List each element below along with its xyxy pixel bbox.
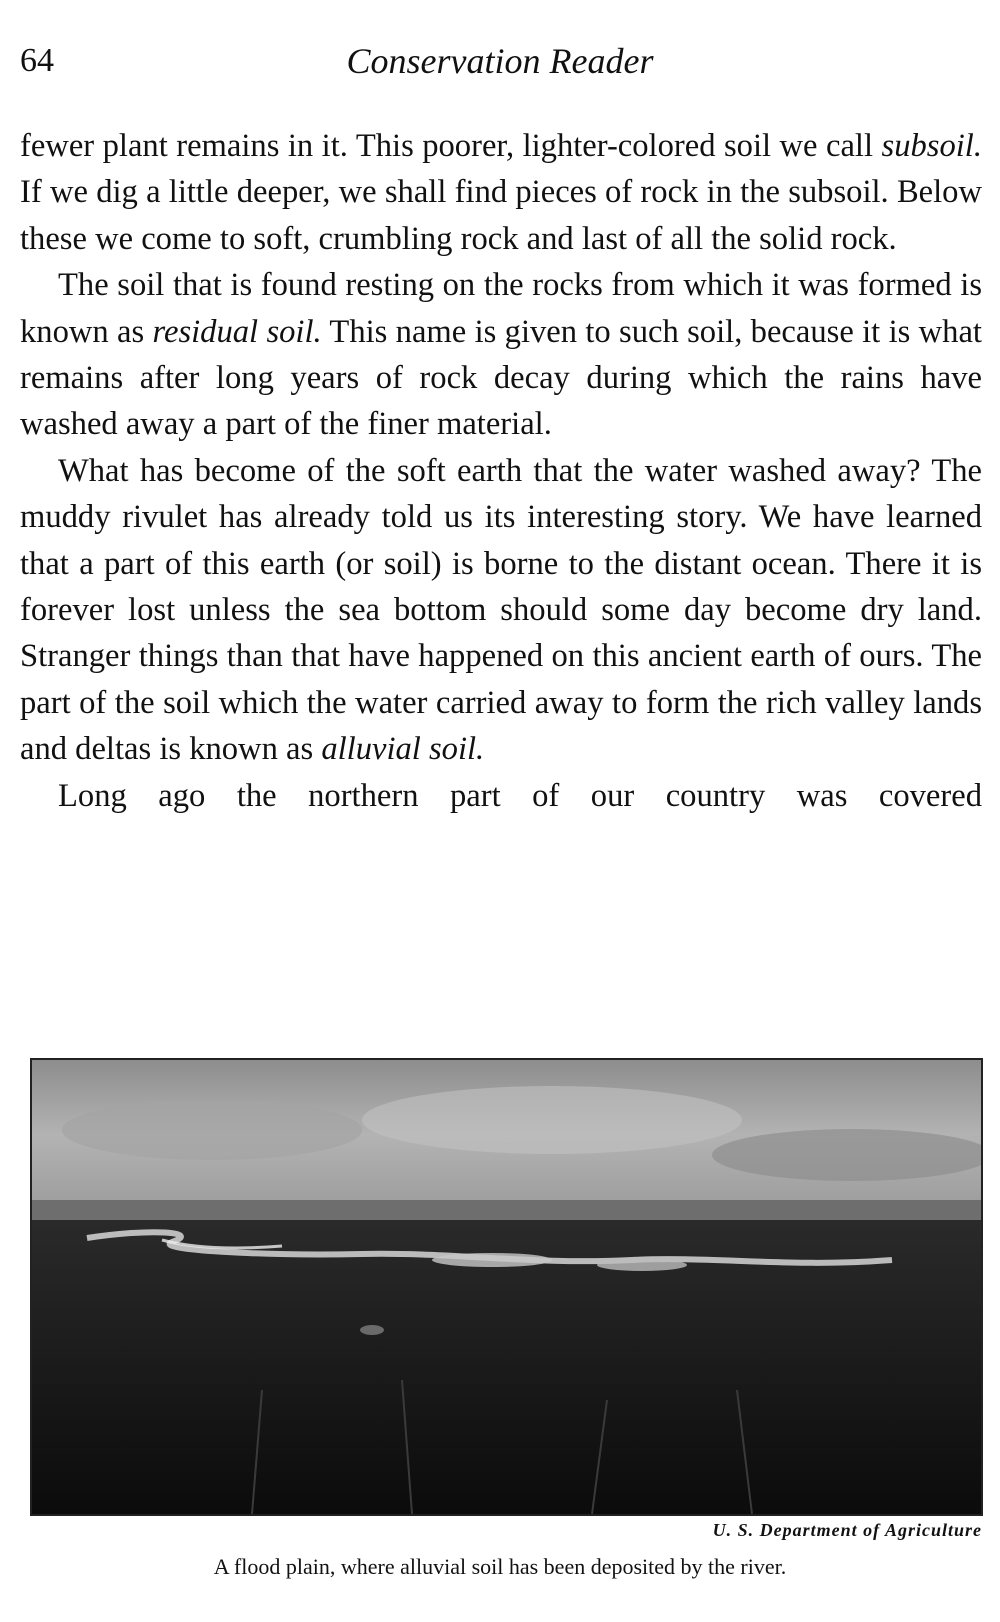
paragraph-4 — [20, 773, 982, 819]
figure-caption: A flood plain, where alluvial soil has been deposited by the river. — [213, 1554, 787, 1579]
paragraph-2 — [20, 262, 982, 448]
term-subsoil: subsoil. — [881, 128, 982, 164]
photo-credit: U. S. Department of Agriculture — [712, 1520, 982, 1540]
paragraph-1 — [20, 123, 982, 262]
paragraph-1-text-a: fewer plant remains in it. This poorer, lighter-colored soil we call — [20, 128, 882, 164]
paragraph-1-text-b: If we dig a little deeper, we shall find pieces of rock in the subsoil. Below these we come to soft, crumbling rock and last of all the solid rock. — [20, 174, 982, 257]
running-title: Conservation Reader — [346, 41, 654, 81]
term-alluvial-soil: alluvial soil. — [321, 731, 485, 768]
paragraph-3 — [20, 448, 982, 773]
term-residual-soil: residual soil. — [152, 313, 322, 350]
paragraph-2-text-a: The soil that is found resting on the rocks from which it was formed is known as — [20, 267, 982, 350]
cloud — [362, 1086, 742, 1154]
flood-water — [360, 1325, 384, 1335]
page-number: 64 — [20, 42, 54, 79]
cloud — [62, 1100, 362, 1160]
paragraph-3-text-a: What has become of the soft earth that the water washed away? The muddy rivulet has already told us its interesting story. We have learned that a part of this earth (or soil) is borne to the distant ocean. There it is forever lost unless the sea bottom should some day become dry land. Stranger things than that have happened on this ancient earth of ours. The part of the soil which the water carried away to form the rich valley lands and deltas is known as — [20, 452, 982, 768]
cloud — [712, 1129, 981, 1181]
flood-water — [432, 1253, 552, 1267]
flood-plain-illustration — [32, 1060, 981, 1514]
flood-plain-photo — [30, 1058, 983, 1516]
flood-water — [597, 1259, 687, 1271]
body-text — [20, 123, 982, 819]
paragraph-4-text-a: Long ago the northern part of our country was covered — [58, 777, 982, 814]
paragraph-2-text-b: This name is given to such soil, because it is what remains after long years of rock decay during which the rains have washed away a part of the finer material. — [20, 313, 982, 443]
horizon-haze — [32, 1200, 981, 1222]
